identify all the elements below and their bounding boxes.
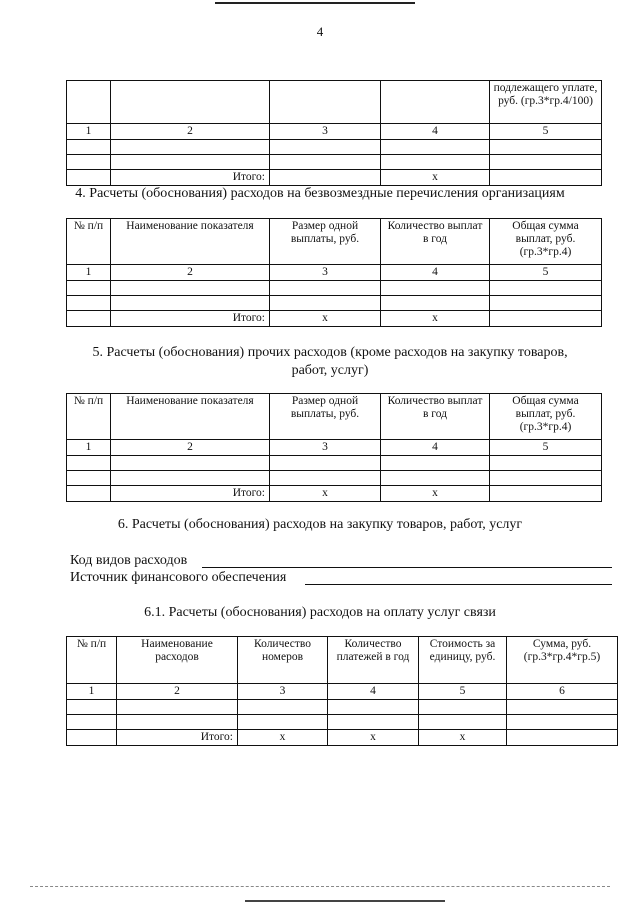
total-label: Итого: <box>117 730 238 746</box>
table-row <box>67 281 602 296</box>
table-row <box>67 700 618 715</box>
column-header: Количество выплат в год <box>381 394 490 440</box>
column-number: 1 <box>67 124 111 140</box>
total-x: x <box>270 486 381 502</box>
column-number: 3 <box>270 440 381 456</box>
total-x: x <box>381 311 490 327</box>
column-header: Общая сумма выплат, руб. (гр.3*гр.4) <box>490 219 602 265</box>
table-section-4 <box>66 218 602 327</box>
column-header: Стоимость за единицу, руб. <box>419 637 507 684</box>
table-cell <box>270 81 381 124</box>
total-x: x <box>419 730 507 746</box>
column-header: Размер одной выплаты, руб. <box>270 394 381 440</box>
column-header: Наименование показателя <box>111 394 270 440</box>
column-header: Размер одной выплаты, руб. <box>270 219 381 265</box>
total-x: x <box>270 311 381 327</box>
column-number: 4 <box>381 440 490 456</box>
column-number: 5 <box>419 684 507 700</box>
header-row <box>67 637 618 684</box>
column-number: 1 <box>67 265 111 281</box>
table-section-5 <box>66 393 602 502</box>
column-number: 6 <box>507 684 618 700</box>
column-header: Количество выплат в год <box>381 219 490 265</box>
table-row <box>67 440 602 456</box>
section-4-title: 4. Расчеты (обоснования) расходов на безвозмездные перечисления организациям <box>75 186 565 201</box>
column-number: 3 <box>270 124 381 140</box>
table-cell <box>507 730 618 746</box>
funding-source-field[interactable] <box>305 584 612 585</box>
table-row <box>67 471 602 486</box>
table-row <box>67 456 602 471</box>
total-label: Итого: <box>111 170 270 186</box>
column-number: 2 <box>111 440 270 456</box>
header-row <box>67 394 602 440</box>
column-header: № п/п <box>67 394 111 440</box>
column-number: 5 <box>490 124 602 140</box>
table-section-6-1 <box>66 636 618 746</box>
column-number: 2 <box>111 265 270 281</box>
column-header: Наименование расходов <box>117 637 238 684</box>
page-number: 4 <box>316 24 324 39</box>
column-number: 2 <box>111 124 270 140</box>
total-x: x <box>381 170 490 186</box>
table-row <box>67 81 602 124</box>
column-number: 4 <box>328 684 419 700</box>
table-row <box>67 124 602 140</box>
table-row <box>67 296 602 311</box>
table-row <box>67 265 602 281</box>
column-number: 5 <box>490 265 602 281</box>
total-x: x <box>328 730 419 746</box>
table-row <box>67 715 618 730</box>
expense-code-label: Код видов расходов <box>70 553 188 568</box>
table-cell <box>111 81 270 124</box>
column-header: Общая сумма выплат, руб. (гр.3*гр.4) <box>490 394 602 440</box>
table-row <box>67 684 618 700</box>
column-number: 2 <box>117 684 238 700</box>
table-cell <box>490 311 602 327</box>
table-cell <box>490 170 602 186</box>
total-row <box>67 170 602 186</box>
table-cell <box>270 170 381 186</box>
table-cell <box>490 486 602 502</box>
section-6-1-title: 6.1. Расчеты (обоснования) расходов на оплату услуг связи <box>144 605 496 620</box>
column-header: Количество номеров <box>238 637 328 684</box>
table-row <box>67 140 602 155</box>
table-row <box>67 155 602 170</box>
total-x: x <box>238 730 328 746</box>
column-number: 4 <box>381 124 490 140</box>
scan-edge-bottom-mark <box>245 900 445 902</box>
table-cell <box>67 81 111 124</box>
total-row <box>67 730 618 746</box>
total-row <box>67 486 602 502</box>
column-number: 1 <box>67 684 117 700</box>
column-header: № п/п <box>67 219 111 265</box>
column-number: 5 <box>490 440 602 456</box>
column-number: 3 <box>238 684 328 700</box>
section-6-title: 6. Расчеты (обоснования) расходов на закупку товаров, работ, услуг <box>117 517 523 532</box>
column-number: 3 <box>270 265 381 281</box>
scan-edge-top <box>215 2 415 4</box>
header-row <box>67 219 602 265</box>
total-row <box>67 311 602 327</box>
column-header: Наименование показателя <box>111 219 270 265</box>
column-header: подлежащего уплате, руб. (гр.3*гр.4/100) <box>490 81 602 124</box>
column-number: 4 <box>381 265 490 281</box>
column-header: Сумма, руб. (гр.3*гр.4*гр.5) <box>507 637 618 684</box>
funding-source-label: Источник финансового обеспечения <box>70 570 287 585</box>
expense-code-field[interactable] <box>202 567 612 568</box>
column-header: № п/п <box>67 637 117 684</box>
table-cell <box>381 81 490 124</box>
total-label: Итого: <box>111 311 270 327</box>
table-continuation <box>66 80 602 186</box>
section-5-title: 5. Расчеты (обоснования) прочих расходов (кроме расходов на закупку товаров, работ, услуг) <box>92 345 568 378</box>
total-x: x <box>381 486 490 502</box>
scan-edge-bottom <box>30 886 610 887</box>
total-label: Итого: <box>111 486 270 502</box>
column-header: Количество платежей в год <box>328 637 419 684</box>
column-number: 1 <box>67 440 111 456</box>
